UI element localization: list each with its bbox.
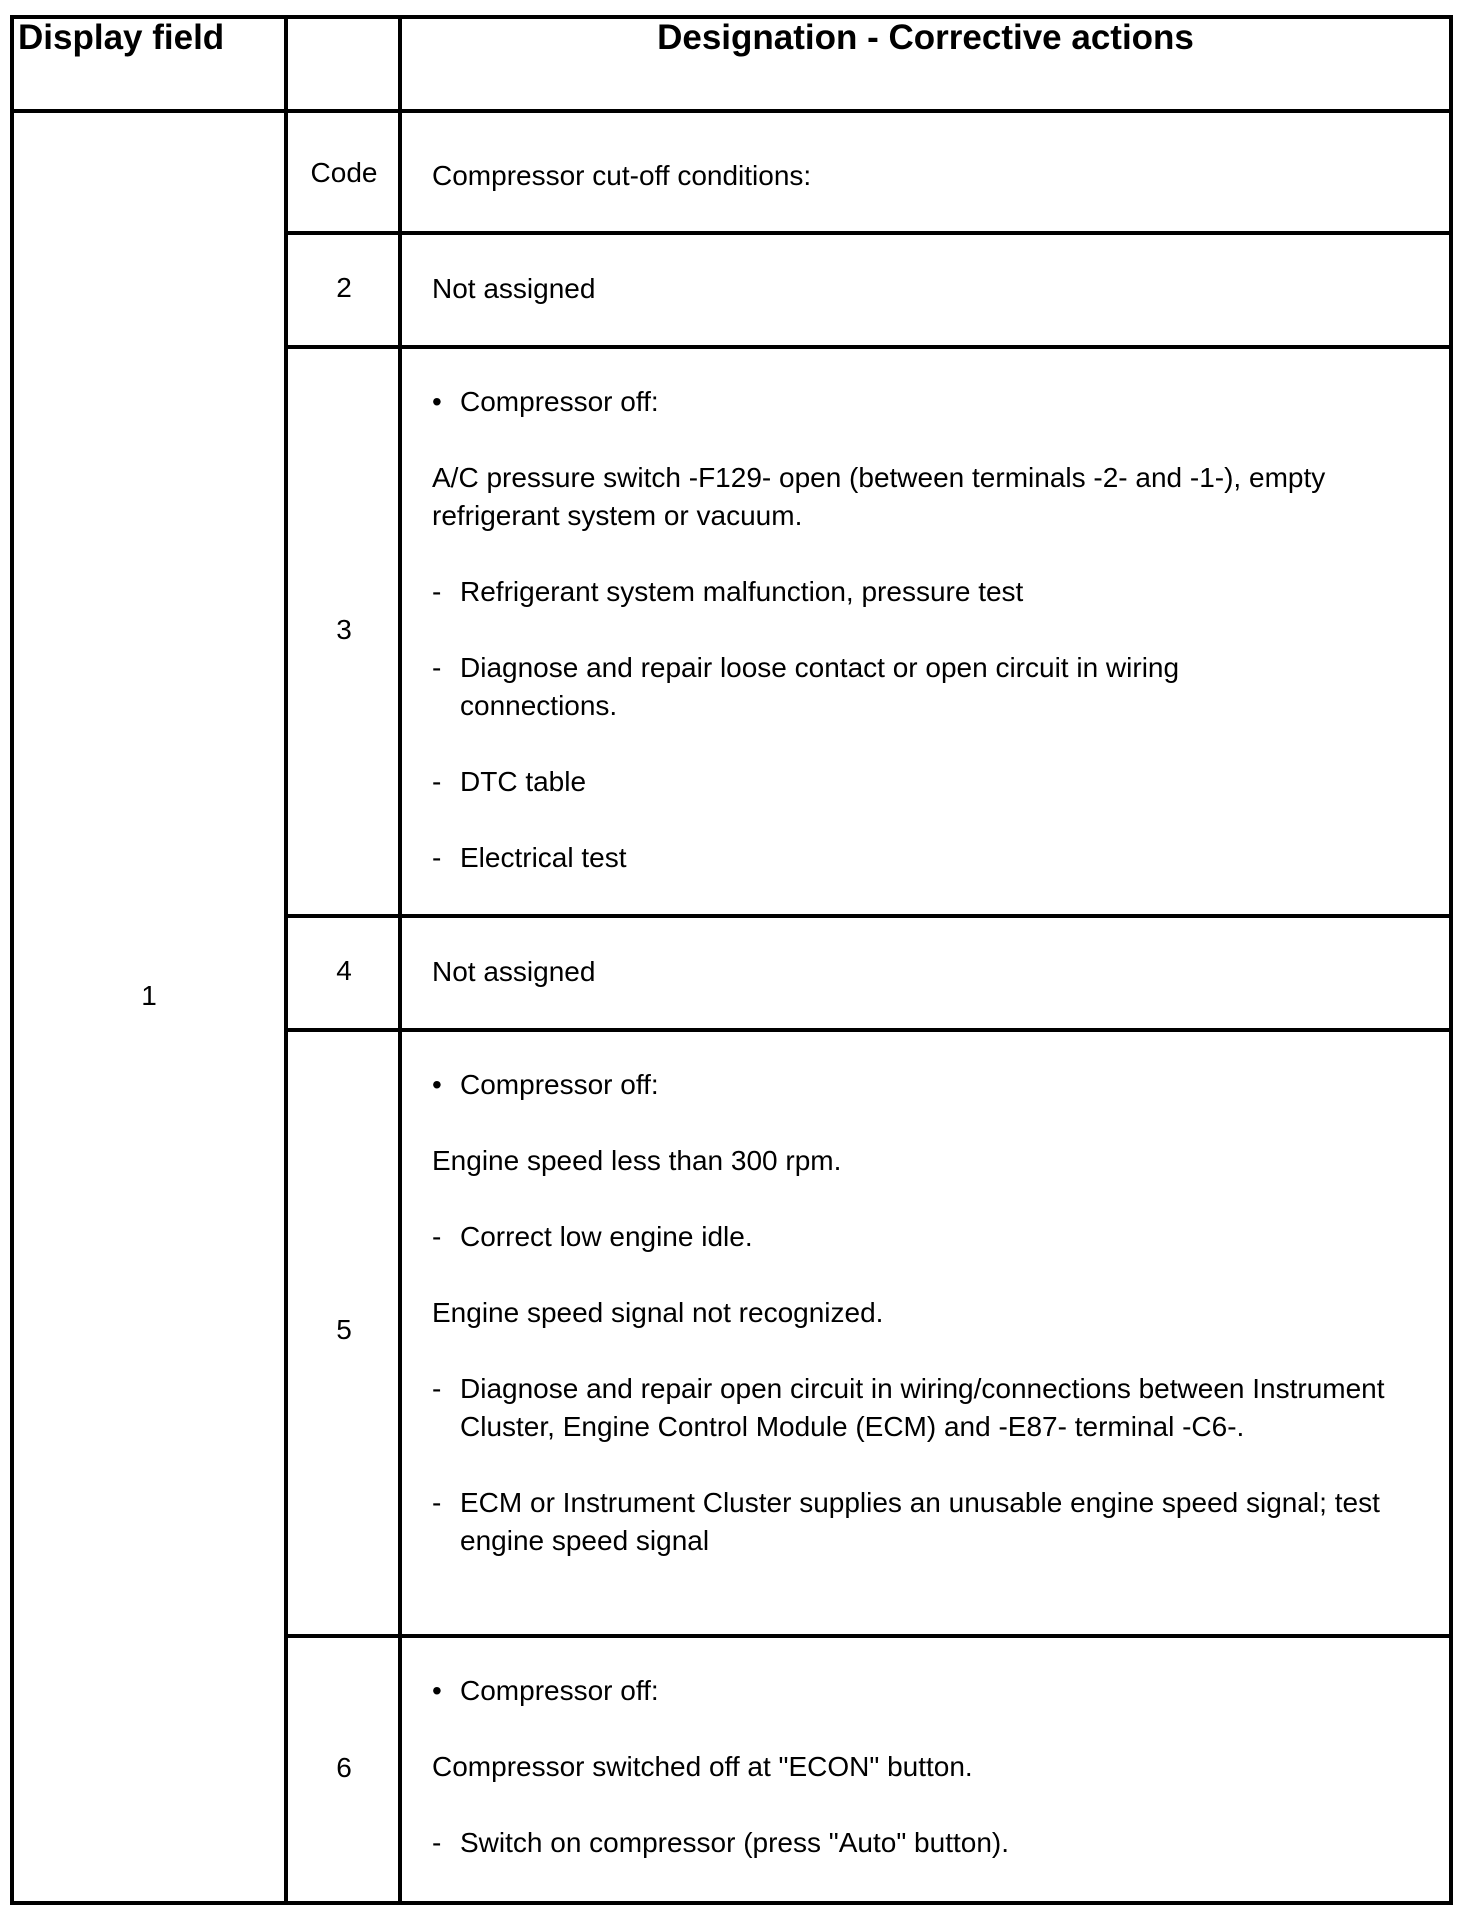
row-3-dash-4-text: Electrical test	[460, 842, 627, 873]
bullet-mark: •	[432, 1675, 442, 1706]
row-6-bullet	[432, 1672, 1432, 1710]
intro-text: Compressor cut-off conditions:	[432, 160, 812, 191]
row-5-description	[432, 1066, 1432, 1560]
row-5-dash-1-text: Correct low engine idle.	[460, 1221, 753, 1252]
dash-mark: -	[432, 576, 442, 607]
header-display-field: Display field	[18, 18, 225, 57]
code-4: 4	[336, 955, 352, 986]
bullet-mark: •	[432, 386, 442, 417]
row-4-text: Not assigned	[432, 956, 596, 987]
row-3-dash-3	[432, 763, 1432, 801]
row-5-dash-2-text: Diagnose and repair open circuit in wiring/connections between Instrument Cluster, Engine Control Module (ECM) and -E87- terminal -C6-.	[460, 1373, 1385, 1442]
row-3-dash-2-text: Diagnose and repair loose contact or open circuit in wiring connections.	[460, 652, 1180, 721]
row-3-bullet-text: Compressor off:	[460, 386, 659, 417]
row-2-description	[432, 270, 1432, 308]
bullet-mark: •	[432, 1069, 442, 1100]
dash-mark: -	[432, 652, 442, 683]
dash-mark: -	[432, 842, 442, 873]
row-3-dash-1-text: Refrigerant system malfunction, pressure test	[460, 576, 1024, 607]
dash-mark: -	[432, 1487, 442, 1518]
row-4-description	[432, 953, 1432, 991]
row-5-dash-3-text: ECM or Instrument Cluster supplies an unusable engine speed signal; test engine speed signal	[460, 1487, 1380, 1556]
row-5-bullet-text: Compressor off:	[460, 1069, 659, 1100]
header-designation: Designation - Corrective actions	[657, 18, 1194, 57]
row-6-dash-1	[432, 1824, 1432, 1862]
row-6-dash-1-text: Switch on compressor (press "Auto" button).	[460, 1827, 1009, 1858]
dash-mark: -	[432, 1827, 442, 1858]
code-3: 3	[336, 614, 352, 645]
row-5-paragraph-2: Engine speed signal not recognized.	[432, 1297, 884, 1328]
code-5: 5	[336, 1314, 352, 1345]
row-3-bullet	[432, 383, 1432, 421]
display-field-value: 1	[141, 980, 157, 1011]
code-header: Code	[310, 157, 378, 188]
dash-mark: -	[432, 1373, 442, 1404]
row-3-description	[432, 383, 1432, 877]
row-5-bullet	[432, 1066, 1432, 1104]
row-6-paragraph: Compressor switched off at "ECON" button.	[432, 1751, 973, 1782]
row-5-dash-1	[432, 1218, 1432, 1256]
dash-mark: -	[432, 1221, 442, 1252]
row-3-dash-4	[432, 839, 1432, 877]
row-6-description	[432, 1672, 1432, 1862]
row-3-dash-3-text: DTC table	[460, 766, 587, 797]
code-2: 2	[336, 272, 352, 303]
row-6-bullet-text: Compressor off:	[460, 1675, 659, 1706]
dash-mark: -	[432, 766, 442, 797]
row-5-dash-3	[432, 1484, 1432, 1560]
row-5-paragraph-1: Engine speed less than 300 rpm.	[432, 1145, 842, 1176]
row-5-dash-2	[432, 1370, 1432, 1446]
code-6: 6	[336, 1752, 352, 1783]
row-3-dash-1	[432, 573, 1432, 611]
row-2-text: Not assigned	[432, 273, 596, 304]
row-3-dash-2	[432, 649, 1432, 725]
row-3-paragraph: A/C pressure switch -F129- open (between terminals -2- and -1-), empty refrigerant system or vacuum.	[432, 462, 1334, 531]
